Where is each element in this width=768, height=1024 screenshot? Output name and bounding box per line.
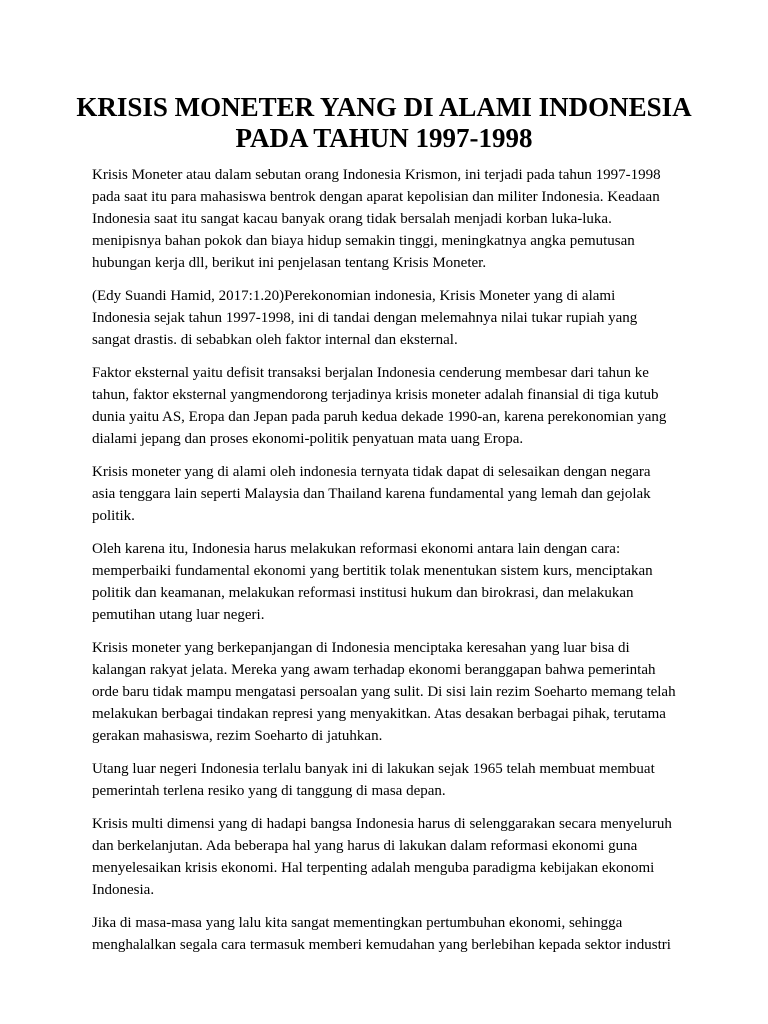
document-body	[92, 164, 692, 967]
paragraph-line: pemerintah terlena resiko yang di tanggung di masa depan.	[92, 783, 446, 799]
paragraph-line: gerakan mahasiswa, rezim Soeharto di jatuhkan.	[92, 728, 383, 744]
paragraph-line: politik.	[92, 508, 135, 524]
paragraph-line: Indonesia sejak tahun 1997-1998, ini di tandai dengan melemahnya nilai tukar rupiah yang	[92, 310, 638, 326]
paragraph-line: dialami jepang dan proses ekonomi-politik penyatuan mata uang Eropa.	[92, 431, 524, 447]
paragraph-external-factors	[92, 362, 692, 450]
paragraph-line: sangat drastis. di sebabkan oleh faktor internal dan eksternal.	[92, 332, 458, 348]
paragraph-line: Krisis multi dimensi yang di hadapi bangsa Indonesia harus di selenggarakan secara menyeluruh	[92, 816, 672, 832]
paragraph-line: kalangan rakyat jelata. Mereka yang awam terhadap ekonomi beranggapan bahwa pemerintah	[92, 662, 656, 678]
paragraph-foreign-debt	[92, 758, 692, 802]
paragraph-multidimensional-crisis	[92, 813, 692, 901]
paragraph-line: Indonesia saat itu sangat kacau banyak orang tidak bersalah menjadi korban luka-luka.	[92, 211, 612, 227]
title-line: PADA TAHUN 1997-1998	[235, 123, 533, 153]
paragraph-line: dan berkelanjutan. Ada beberapa hal yang harus di lakukan dalam reformasi ekonomi guna	[92, 838, 638, 854]
paragraph-line: pada saat itu para mahasiswa bentrok dengan aparat kepolisian dan militer Indonesia. Keadaan	[92, 189, 660, 205]
paragraph-reform	[92, 538, 692, 626]
paragraph-line: politik dan keamanan, melakukan reformasi institusi hukum dan birokrasi, dan melakukan	[92, 585, 634, 601]
paragraph-line: asia tenggara lain seperti Malaysia dan Thailand karena fundamental yang lemah dan gejolak	[92, 486, 651, 502]
paragraph-line: orde baru tidak mampu mengatasi persoalan yang sulit. Di sisi lain rezim Soeharto memang telah	[92, 684, 676, 700]
paragraph-line: Krisis moneter yang berkepanjangan di Indonesia menciptaka keresahan yang luar bisa di	[92, 640, 630, 656]
paragraph-line: Jika di masa-masa yang lalu kita sangat mementingkan pertumbuhan ekonomi, sehingga	[92, 915, 623, 931]
paragraph-line: Krisis Moneter atau dalam sebutan orang Indonesia Krismon, ini terjadi pada tahun 1997-1998	[92, 167, 661, 183]
paragraph-line: menghalalkan segala cara termasuk memberi kemudahan yang berlebihan kepada sektor industri	[92, 937, 671, 953]
paragraph-line: Faktor eksternal yaitu defisit transaksi berjalan Indonesia cenderung membesar dari tahun ke	[92, 365, 649, 381]
paragraph-line: menipisnya bahan pokok dan biaya hidup semakin tinggi, meningkatnya angka pemutusan	[92, 233, 635, 249]
paragraph-line: memperbaiki fundamental ekonomi yang bertitik tolak menentukan sistem kurs, menciptakan	[92, 563, 653, 579]
paragraph-line: dunia yaitu AS, Eropa dan Jepan pada paruh kedua dekade 1990-an, karena perekonomian yang	[92, 409, 667, 425]
paragraph-line: menyelesaikan krisis ekonomi. Hal terpenting adalah menguba paradigma kebijakan ekonomi	[92, 860, 655, 876]
paragraph-line: pemutihan utang luar negeri.	[92, 607, 265, 623]
paragraph-line: melakukan berbagai tindakan represi yang menyakitkan. Atas desakan berbagai pihak, terutama	[92, 706, 666, 722]
paragraph-asean-comparison	[92, 461, 692, 527]
paragraph-line: tahun, faktor eksternal yangmendorong terjadinya krisis moneter adalah finansial di tiga kutub	[92, 387, 659, 403]
paragraph-line: hubungan kerja dll, berikut ini penjelasan tentang Krisis Moneter.	[92, 255, 487, 271]
title-line: KRISIS MONETER YANG DI ALAMI INDONESIA	[76, 92, 692, 122]
paragraph-line: Oleh karena itu, Indonesia harus melakukan reformasi ekonomi antara lain dengan cara:	[92, 541, 621, 557]
paragraph-line: (Edy Suandi Hamid, 2017:1.20)Perekonomian indonesia, Krisis Moneter yang di alami	[92, 288, 616, 304]
paragraph-unrest	[92, 637, 692, 747]
paragraph-line: Utang luar negeri Indonesia terlalu banyak ini di lakukan sejak 1965 telah membuat membuat	[92, 761, 655, 777]
paragraph-line: Krisis moneter yang di alami oleh indonesia ternyata tidak dapat di selesaikan dengan negara	[92, 464, 651, 480]
paragraph-growth-paradigm	[92, 912, 692, 956]
paragraph-krismon-intro	[92, 164, 692, 274]
paragraph-line: Indonesia.	[92, 882, 155, 898]
paragraph-citation	[92, 285, 692, 351]
document-title	[60, 92, 708, 154]
